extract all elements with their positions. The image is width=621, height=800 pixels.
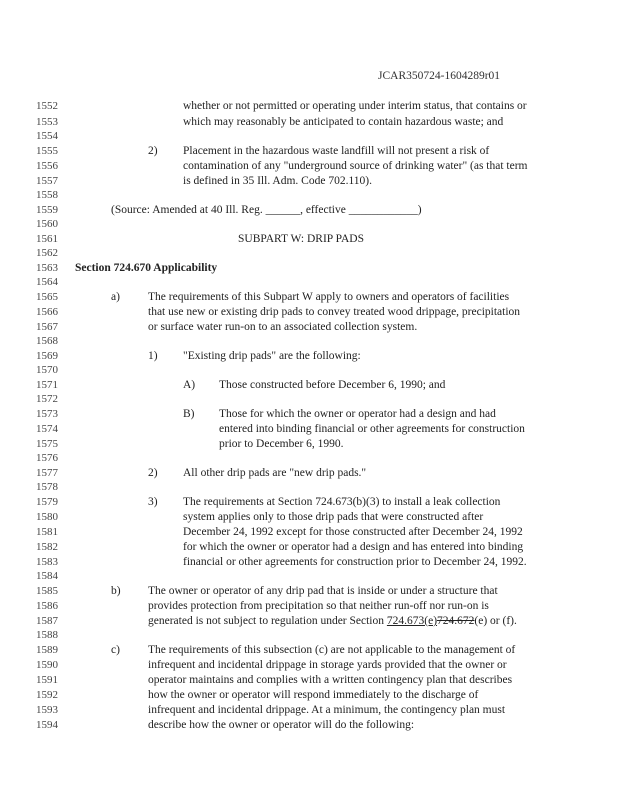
line-number: 1579 <box>36 496 58 508</box>
text-line: entered into binding financial or other agreements for construction <box>219 423 525 435</box>
item-marker: c) <box>111 644 120 656</box>
line-number: 1577 <box>36 467 58 479</box>
line-number: 1570 <box>36 364 58 376</box>
subpart-heading: SUBPART W: DRIP PADS <box>238 233 364 245</box>
deleted-text: 724.672 <box>437 615 475 627</box>
line-number: 1562 <box>36 247 58 259</box>
line-number: 1581 <box>36 526 58 538</box>
text-segment: (e) or (f). <box>474 615 517 627</box>
text-line: describe how the owner or operator will do the following: <box>148 719 415 731</box>
item-marker: 2) <box>148 145 158 157</box>
inserted-text: 724.673(e) <box>386 615 438 627</box>
line-number: 1556 <box>36 160 58 172</box>
text-line: Those for which the owner or operator had a design and had <box>219 408 496 420</box>
text-line: that use new or existing drip pads to convey treated wood drippage, precipitation <box>148 306 521 318</box>
line-number: 1575 <box>36 438 58 450</box>
line-number: 1586 <box>36 600 58 612</box>
text-line: operator maintains and complies with a written contingency plan that describes <box>148 674 513 686</box>
line-number: 1557 <box>36 175 58 187</box>
line-number: 1568 <box>36 335 58 347</box>
line-number: 1560 <box>36 218 58 230</box>
text-line: contamination of any "underground source of drinking water" (as that term <box>183 160 528 172</box>
item-marker: B) <box>183 408 195 420</box>
line-number: 1587 <box>36 615 58 627</box>
source-note: (Source: Amended at 40 Ill. Reg. ______, effective ____________) <box>111 204 422 216</box>
text-line: prior to December 6, 1990. <box>219 438 344 450</box>
line-number: 1564 <box>36 276 58 288</box>
line-number: 1555 <box>36 145 58 157</box>
item-marker: a) <box>111 291 120 303</box>
line-number: 1558 <box>36 189 58 201</box>
line-number: 1566 <box>36 306 58 318</box>
line-number: 1594 <box>36 719 58 731</box>
text-line: infrequent and incidental drippage. At a minimum, the contingency plan must <box>148 704 506 716</box>
text-line: Those constructed before December 6, 1990; and <box>219 379 446 391</box>
line-number: 1561 <box>36 233 58 245</box>
line-number: 1552 <box>36 100 58 112</box>
document-id: JCAR350724-1604289r01 <box>378 70 501 82</box>
line-number: 1573 <box>36 408 58 420</box>
item-marker: b) <box>111 585 121 597</box>
text-line: December 24, 1992 except for those constructed after December 24, 1992 <box>183 526 523 538</box>
text-line: for which the owner or operator had a design and has entered into binding <box>183 541 524 553</box>
text-line: Placement in the hazardous waste landfill will not present a risk of <box>183 145 490 157</box>
text-line: The owner or operator of any drip pad that is inside or under a structure that <box>148 585 498 597</box>
line-number: 1554 <box>36 130 58 142</box>
line-number: 1584 <box>36 570 58 582</box>
text-line <box>148 616 517 628</box>
section-heading: Section 724.670 Applicability <box>75 262 218 274</box>
line-number: 1565 <box>36 291 58 303</box>
line-number: 1578 <box>36 481 58 493</box>
text-line: infrequent and incidental drippage in storage yards provided that the owner or <box>148 659 507 671</box>
line-number: 1571 <box>36 379 58 391</box>
text-line: whether or not permitted or operating under interim status, that contains or <box>183 100 527 112</box>
line-number: 1580 <box>36 511 58 523</box>
text-line: The requirements at Section 724.673(b)(3) to install a leak collection <box>183 496 501 508</box>
line-number: 1582 <box>36 541 58 553</box>
line-number: 1567 <box>36 321 58 333</box>
line-number: 1589 <box>36 644 58 656</box>
line-number: 1563 <box>36 262 58 274</box>
line-number: 1583 <box>36 556 58 568</box>
text-line: All other drip pads are "new drip pads." <box>183 467 367 479</box>
text-line: "Existing drip pads" are the following: <box>183 350 361 362</box>
line-number: 1588 <box>36 629 58 641</box>
text-line: system applies only to those drip pads that were constructed after <box>183 511 484 523</box>
text-line: is defined in 35 Ill. Adm. Code 702.110). <box>183 175 372 187</box>
line-number: 1553 <box>36 116 58 128</box>
text-segment: generated is not subject to regulation under Section <box>148 615 387 627</box>
item-marker: 2) <box>148 467 158 479</box>
text-line: or surface water run-on to an associated collection system. <box>148 321 418 333</box>
text-line: The requirements of this Subpart W apply to owners and operators of facilities <box>148 291 510 303</box>
line-number: 1559 <box>36 204 58 216</box>
text-line: The requirements of this subsection (c) are not applicable to the management of <box>148 644 516 656</box>
line-number: 1590 <box>36 659 58 671</box>
text-line: financial or other agreements for construction prior to December 24, 1992. <box>183 556 527 568</box>
line-number: 1591 <box>36 674 58 686</box>
text-line: provides protection from precipitation so that neither run-off nor run-on is <box>148 600 489 612</box>
item-marker: 3) <box>148 496 158 508</box>
line-number: 1572 <box>36 393 58 405</box>
text-line: which may reasonably be anticipated to contain hazardous waste; and <box>183 116 504 128</box>
line-number: 1574 <box>36 423 58 435</box>
line-number: 1585 <box>36 585 58 597</box>
item-marker: A) <box>183 379 196 391</box>
text-line: how the owner or operator will respond immediately to the discharge of <box>148 689 479 701</box>
line-number: 1592 <box>36 689 58 701</box>
line-number: 1576 <box>36 452 58 464</box>
line-number: 1569 <box>36 350 58 362</box>
item-marker: 1) <box>148 350 158 362</box>
line-number: 1593 <box>36 704 58 716</box>
